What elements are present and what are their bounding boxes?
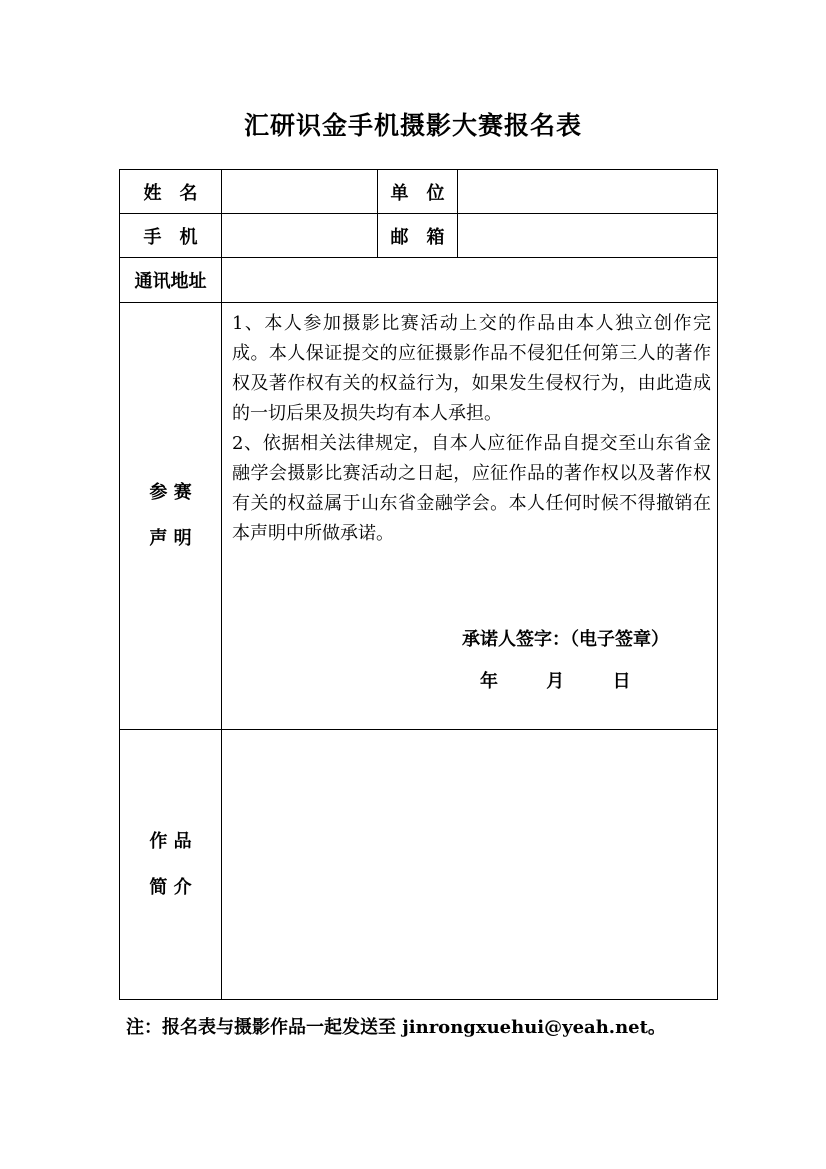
declaration-paragraph-1: 1、本人参加摄影比赛活动上交的作品由本人独立创作完成。本人保证提交的应征摄影作品不侵犯任何第三人的著作权及著作权有关的权益行为，如果发生侵权行为，由此造成的一切后果及损失均有本人承担。 xyxy=(232,313,711,424)
form-title: 汇研识金手机摄影大赛报名表 xyxy=(243,111,582,140)
email-label: 邮 箱 xyxy=(378,214,458,258)
work-intro-field[interactable] xyxy=(222,730,718,1000)
phone-label: 手 机 xyxy=(120,214,222,258)
declaration-text xyxy=(222,303,717,549)
date-day: 日 xyxy=(612,671,631,692)
row-work-intro xyxy=(120,730,718,1000)
row-name-unit xyxy=(120,170,718,214)
row-phone-email xyxy=(120,214,718,258)
submission-note: 注：报名表与摄影作品一起发送至 jinrongxuehui@yeah.net。 xyxy=(126,1017,666,1038)
work-intro-label-line2: 简 介 xyxy=(149,876,192,898)
row-address xyxy=(120,258,718,303)
declaration-label-line2: 声 明 xyxy=(149,528,192,549)
unit-label: 单 位 xyxy=(378,170,458,214)
declaration-content xyxy=(222,303,718,730)
signature-line[interactable]: 承诺人签字：（电子签章） xyxy=(462,629,669,650)
address-label: 通讯地址 xyxy=(120,258,222,303)
registration-form-table xyxy=(119,169,718,1000)
date-year: 年 xyxy=(480,671,498,692)
address-field[interactable] xyxy=(222,258,718,303)
email-field[interactable] xyxy=(458,214,718,258)
row-declaration xyxy=(120,303,718,730)
date-line[interactable] xyxy=(480,667,659,693)
name-label: 姓 名 xyxy=(120,170,222,214)
name-field[interactable] xyxy=(222,170,378,214)
declaration-label xyxy=(120,303,222,730)
work-intro-label xyxy=(120,730,222,1000)
work-intro-label-line1: 作 品 xyxy=(149,830,192,852)
unit-field[interactable] xyxy=(458,170,718,214)
declaration-label-line1: 参 赛 xyxy=(149,482,192,503)
phone-field[interactable] xyxy=(222,214,378,258)
declaration-paragraph-2: 2、依据相关法律规定，自本人应征作品自提交至山东省金融学会摄影比赛活动之日起，应征作品的著作权以及著作权有关的权益属于山东省金融学会。本人任何时候不得撤销在本声明中所做承诺。 xyxy=(232,433,711,544)
date-month: 月 xyxy=(546,671,565,692)
